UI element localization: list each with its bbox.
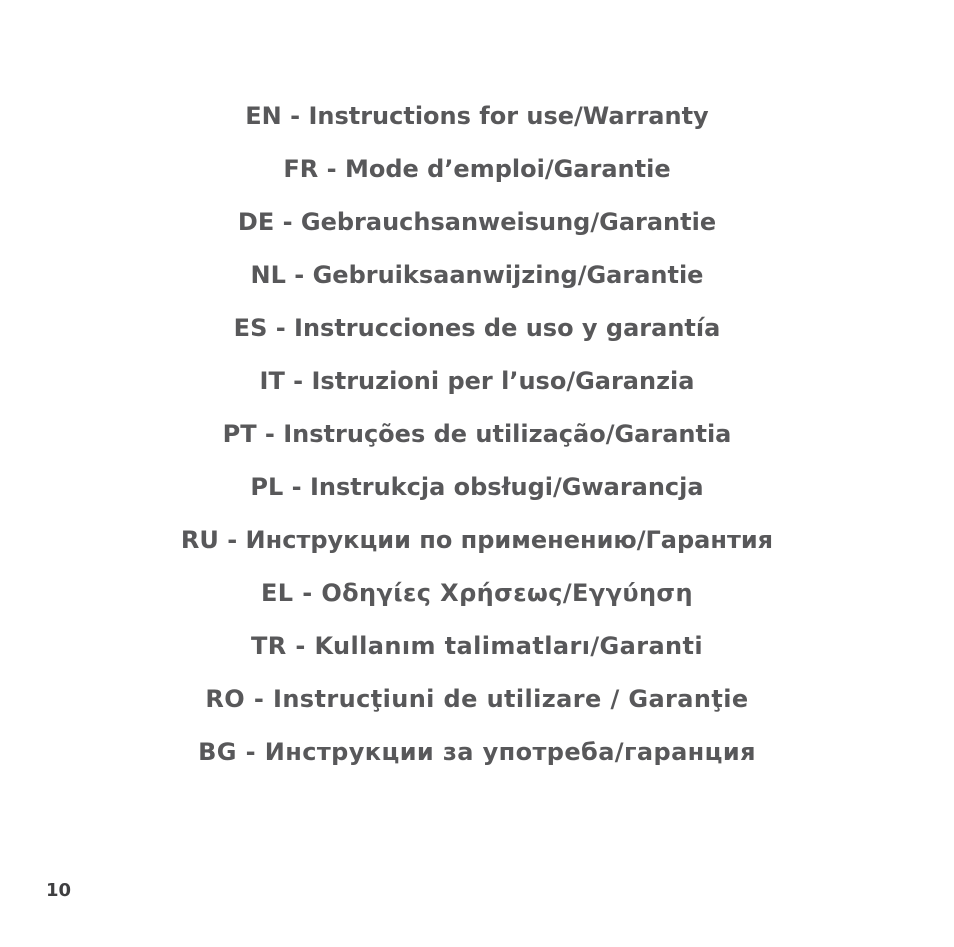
language-entry-el	[0, 575, 954, 628]
language-entry-ro	[0, 681, 954, 734]
separator: -	[245, 685, 273, 713]
separator: -	[285, 261, 313, 289]
language-title: Instrucciones de uso y garantía	[294, 314, 721, 342]
language-code: RU	[180, 526, 219, 554]
language-list	[0, 98, 954, 787]
language-entry-ru	[0, 522, 954, 575]
language-title: Οδηγίες Χρήσεως/Εγγύηση	[321, 579, 694, 607]
language-entry-es	[0, 310, 954, 363]
separator: -	[267, 314, 295, 342]
separator: -	[318, 155, 345, 183]
language-code: BG	[198, 738, 237, 766]
language-title: Instrucţiuni de utilizare / Garanţie	[272, 685, 749, 713]
separator: -	[256, 420, 284, 448]
language-code: RO	[205, 685, 246, 713]
language-title: Instrukcja obsługi/Gwarancja	[309, 473, 704, 501]
language-title: Инструкции за употреба/гаранция	[264, 738, 756, 766]
separator: -	[286, 632, 315, 660]
language-entry-pt	[0, 416, 954, 469]
separator: -	[274, 208, 301, 236]
language-code: ES	[233, 314, 268, 342]
language-entry-it	[0, 363, 954, 416]
separator: -	[283, 473, 310, 501]
language-code: NL	[250, 261, 286, 289]
language-title: Instructions for use/Warranty	[308, 102, 709, 130]
language-code: IT	[259, 367, 285, 395]
separator: -	[218, 526, 246, 554]
language-title: Istruzioni per l’uso/Garanzia	[311, 367, 695, 395]
language-code: PL	[250, 473, 284, 501]
language-entry-en	[0, 98, 954, 151]
separator: -	[281, 102, 309, 130]
separator: -	[293, 579, 322, 607]
language-code: EN	[245, 102, 282, 130]
language-entry-tr	[0, 628, 954, 681]
language-entry-pl	[0, 469, 954, 522]
separator: -	[284, 367, 312, 395]
language-entry-de	[0, 204, 954, 257]
language-entry-bg	[0, 734, 954, 787]
language-title: Mode d’emploi/Garantie	[344, 155, 671, 183]
language-code: DE	[237, 208, 275, 236]
language-title: Gebrauchsanweisung/Garantie	[300, 208, 717, 236]
language-title: Инструкции по применению/Гарантия	[245, 526, 774, 554]
language-title: Kullanım talimatları/Garanti	[314, 632, 704, 660]
language-title: Gebruiksaanwijzing/Garantie	[312, 261, 704, 289]
language-code: PT	[222, 420, 257, 448]
language-title: Instruções de utilização/Garantia	[283, 420, 732, 448]
separator: -	[236, 738, 265, 766]
page-number: 10	[46, 880, 72, 901]
language-code: TR	[250, 632, 287, 660]
language-code: FR	[283, 155, 319, 183]
language-code: EL	[260, 579, 294, 607]
language-entry-nl	[0, 257, 954, 310]
language-entry-fr	[0, 151, 954, 204]
